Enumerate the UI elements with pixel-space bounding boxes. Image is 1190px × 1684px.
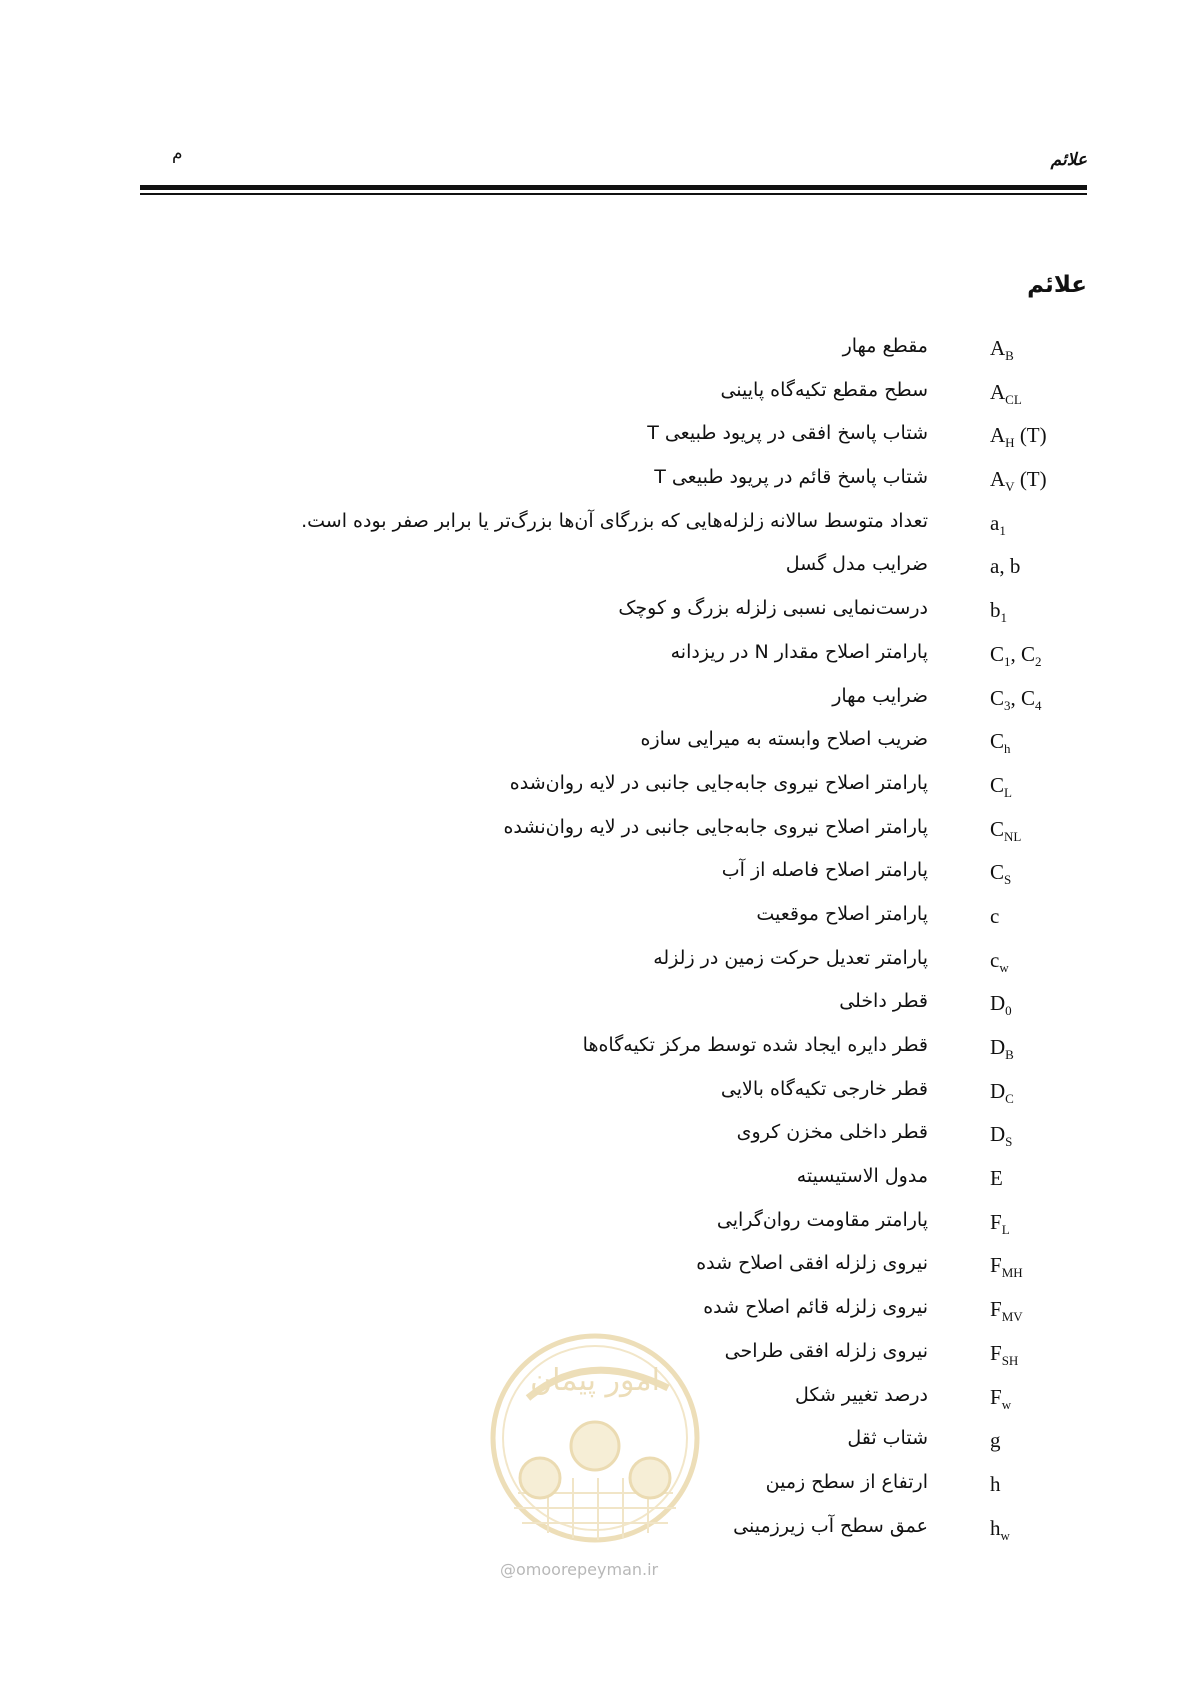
symbol-notation xyxy=(990,642,1042,670)
symbol-subscript: NL xyxy=(1004,828,1022,844)
symbol-row xyxy=(0,939,1190,983)
header-rule-thick xyxy=(140,185,1087,190)
symbol-main: D xyxy=(990,1122,1006,1147)
symbol-subscript: MH xyxy=(1001,1265,1023,1281)
symbol-notation xyxy=(990,817,1021,845)
symbol-notation xyxy=(990,380,1022,408)
symbol-subscript: L xyxy=(1001,1221,1010,1237)
symbol-row xyxy=(0,1244,1190,1288)
symbol-row xyxy=(0,545,1190,589)
symbol-notation xyxy=(990,1428,1001,1453)
symbol-row xyxy=(0,851,1190,895)
symbol-description: درست‌نمایی نسبی زلزله بزرگ و کوچک xyxy=(618,597,928,620)
symbol-description: قطر خارجی تکیه‌گاه بالایی xyxy=(720,1077,928,1100)
symbol-subscript: 0 xyxy=(1005,1003,1012,1019)
symbol-row xyxy=(0,327,1190,371)
symbol-row xyxy=(0,895,1190,939)
symbol-notation xyxy=(990,336,1014,364)
symbol-subscript: w xyxy=(999,959,1009,975)
symbol-description: پارامتر مقاومت روان‌گرایی xyxy=(716,1208,928,1231)
symbol-main: F xyxy=(990,1253,1002,1278)
section-title: علائم xyxy=(1027,272,1087,298)
watermark-site: @omoorepeyman.ir xyxy=(500,1560,659,1579)
symbol-main: A xyxy=(990,336,1006,360)
symbol-row xyxy=(0,677,1190,721)
symbol-notation xyxy=(990,686,1042,714)
symbol-row xyxy=(0,808,1190,852)
symbol-notation xyxy=(990,1210,1010,1238)
symbol-main: F xyxy=(990,1340,1002,1365)
symbol-description: نیروی زلزله افقی طراحی xyxy=(724,1339,928,1362)
symbol-main: D xyxy=(990,1035,1006,1059)
symbol-description: پارامتر اصلاح فاصله از آب xyxy=(721,859,928,882)
symbol-suffix: (T) xyxy=(1014,467,1047,492)
symbol-main: h xyxy=(990,1515,1001,1540)
symbol-description: مقطع مهار xyxy=(842,335,928,357)
symbol-notation xyxy=(990,467,1047,495)
symbol-subscript: 1 xyxy=(1004,654,1011,669)
symbol-main: h xyxy=(990,1471,1001,1496)
symbol-subscript: H xyxy=(1005,435,1015,451)
symbol-description: تعداد متوسط سالانه زلزله‌هایی که بزرگای آن‌ها بزرگ‌تر یا برابر صفر بوده است. xyxy=(301,509,928,532)
symbol-notation xyxy=(990,904,999,929)
symbol-main: c xyxy=(990,947,1000,972)
symbol-description: قطر دایره ایجاد شده توسط مرکز تکیه‌گاه‌ها xyxy=(582,1034,928,1056)
page-number: م xyxy=(172,144,183,164)
symbol-description: پارامتر تعدیل حرکت زمین در زلزله xyxy=(653,946,928,969)
symbol-main: F xyxy=(990,1297,1002,1322)
symbol-subscript-2: 2 xyxy=(1035,654,1042,669)
symbol-description: ضریب اصلاح وابسته به میرایی سازه xyxy=(640,728,928,751)
symbol-row xyxy=(0,764,1190,808)
symbol-main: C xyxy=(990,860,1005,885)
symbol-subscript: 3 xyxy=(1004,697,1011,713)
symbol-notation xyxy=(990,1079,1014,1107)
symbol-subscript: C xyxy=(1005,1090,1014,1106)
symbol-notation xyxy=(990,423,1047,451)
symbol-main: b xyxy=(990,598,1001,623)
symbol-main: A xyxy=(990,379,1006,404)
symbol-subscript: S xyxy=(1004,872,1012,888)
symbol-main: A xyxy=(990,467,1006,492)
symbol-subscript: MV xyxy=(1001,1309,1023,1325)
watermark-logo-text: امور پیمان xyxy=(530,1363,660,1398)
running-header-title: علائم xyxy=(1050,150,1087,170)
symbol-suffix: , C xyxy=(1010,641,1036,666)
symbol-main: g xyxy=(990,1428,1001,1453)
symbol-notation xyxy=(990,1341,1018,1369)
header-rule-thin xyxy=(140,193,1087,195)
symbol-main: C xyxy=(990,772,1005,797)
symbol-notation xyxy=(990,598,1007,626)
symbol-description: قطر داخلی xyxy=(839,990,928,1013)
symbol-suffix: , C xyxy=(1010,685,1036,710)
symbol-notation xyxy=(990,1122,1012,1150)
symbol-notation xyxy=(990,1166,1003,1191)
symbol-subscript: w xyxy=(1001,1396,1012,1412)
symbol-suffix: (T) xyxy=(1014,423,1047,448)
symbol-notation xyxy=(990,1385,1011,1413)
symbol-description: نیروی زلزله افقی اصلاح شده xyxy=(696,1252,928,1275)
symbol-main: a, b xyxy=(990,554,1021,579)
symbol-description: مدول الاستیسیته xyxy=(796,1165,928,1188)
symbol-row xyxy=(0,1288,1190,1332)
symbol-notation xyxy=(990,729,1011,757)
symbol-subscript: h xyxy=(1004,741,1011,757)
symbol-row xyxy=(0,982,1190,1026)
symbol-row xyxy=(0,1026,1190,1070)
symbol-description: ضرایب مدل گسل xyxy=(785,553,928,576)
symbol-description: قطر داخلی مخزن کروی xyxy=(736,1121,928,1144)
symbol-main: c xyxy=(990,903,1000,928)
symbol-subscript: 1 xyxy=(999,522,1006,538)
symbol-main: E xyxy=(990,1166,1003,1191)
symbol-row xyxy=(0,1157,1190,1201)
symbol-main: D xyxy=(990,991,1006,1016)
symbol-notation xyxy=(990,1297,1023,1325)
symbol-description: ضرایب مهار xyxy=(832,684,928,707)
symbol-notation xyxy=(990,948,1009,976)
symbol-description: شتاب ثقل xyxy=(847,1427,928,1450)
symbol-main: C xyxy=(990,685,1005,710)
symbol-row xyxy=(0,1113,1190,1157)
symbol-notation xyxy=(990,511,1006,539)
symbol-notation xyxy=(990,991,1012,1019)
symbol-description: پارامتر اصلاح نیروی جابه‌جایی جانبی در لایه روان‌شده xyxy=(509,771,928,794)
symbol-row xyxy=(0,1070,1190,1114)
symbol-subscript: V xyxy=(1005,479,1015,495)
symbol-notation xyxy=(990,554,1020,579)
symbol-main: C xyxy=(990,816,1005,841)
symbol-main: C xyxy=(990,729,1005,754)
symbol-subscript: B xyxy=(1005,1047,1014,1063)
symbol-subscript: w xyxy=(1000,1527,1010,1543)
symbol-notation xyxy=(990,1253,1023,1281)
symbol-row xyxy=(0,589,1190,633)
symbol-notation xyxy=(990,773,1012,801)
symbol-subscript: CL xyxy=(1005,391,1022,407)
symbol-description: عمق سطح آب زیرزمینی xyxy=(733,1514,928,1537)
symbol-notation xyxy=(990,1516,1010,1544)
symbol-subscript-2: 4 xyxy=(1035,697,1042,713)
symbol-description: پارامتر اصلاح مقدار N در ریزدانه xyxy=(670,640,928,663)
symbol-notation xyxy=(990,1472,1001,1497)
symbol-subscript: B xyxy=(1005,348,1014,364)
symbol-row xyxy=(0,720,1190,764)
symbol-description: درصد تغییر شکل xyxy=(794,1383,928,1406)
symbol-main: F xyxy=(990,1384,1002,1409)
symbol-notation xyxy=(990,860,1011,888)
symbol-subscript: SH xyxy=(1001,1353,1019,1368)
symbol-description: پارامتر اصلاح نیروی جابه‌جایی جانبی در لایه روان‌نشده xyxy=(503,815,928,838)
symbol-description: سطح مقطع تکیه‌گاه پایینی xyxy=(720,378,928,401)
symbol-main: F xyxy=(990,1209,1002,1234)
symbol-main: C xyxy=(990,641,1005,666)
symbol-row xyxy=(0,458,1190,502)
watermark-logo xyxy=(488,1328,703,1558)
symbol-subscript: S xyxy=(1005,1134,1013,1150)
symbol-row xyxy=(0,502,1190,546)
symbol-description: نیروی زلزله قائم اصلاح شده xyxy=(703,1296,928,1319)
symbol-row xyxy=(0,633,1190,677)
symbol-description: پارامتر اصلاح موقعیت xyxy=(756,902,928,925)
symbol-row xyxy=(0,1201,1190,1245)
symbol-description: شتاب پاسخ قائم در پریود طبیعی T xyxy=(654,466,928,489)
symbol-main: A xyxy=(990,423,1006,448)
symbol-subscript: L xyxy=(1004,785,1012,801)
symbol-main: D xyxy=(990,1078,1006,1103)
symbol-main: a xyxy=(990,510,1000,535)
symbol-description: ارتفاع از سطح زمین xyxy=(765,1470,928,1493)
symbol-row xyxy=(0,371,1190,415)
symbol-subscript: 1 xyxy=(1000,610,1007,626)
symbol-notation xyxy=(990,1035,1014,1063)
symbol-row xyxy=(0,414,1190,458)
symbol-description: شتاب پاسخ افقی در پریود طبیعی T xyxy=(647,422,928,445)
